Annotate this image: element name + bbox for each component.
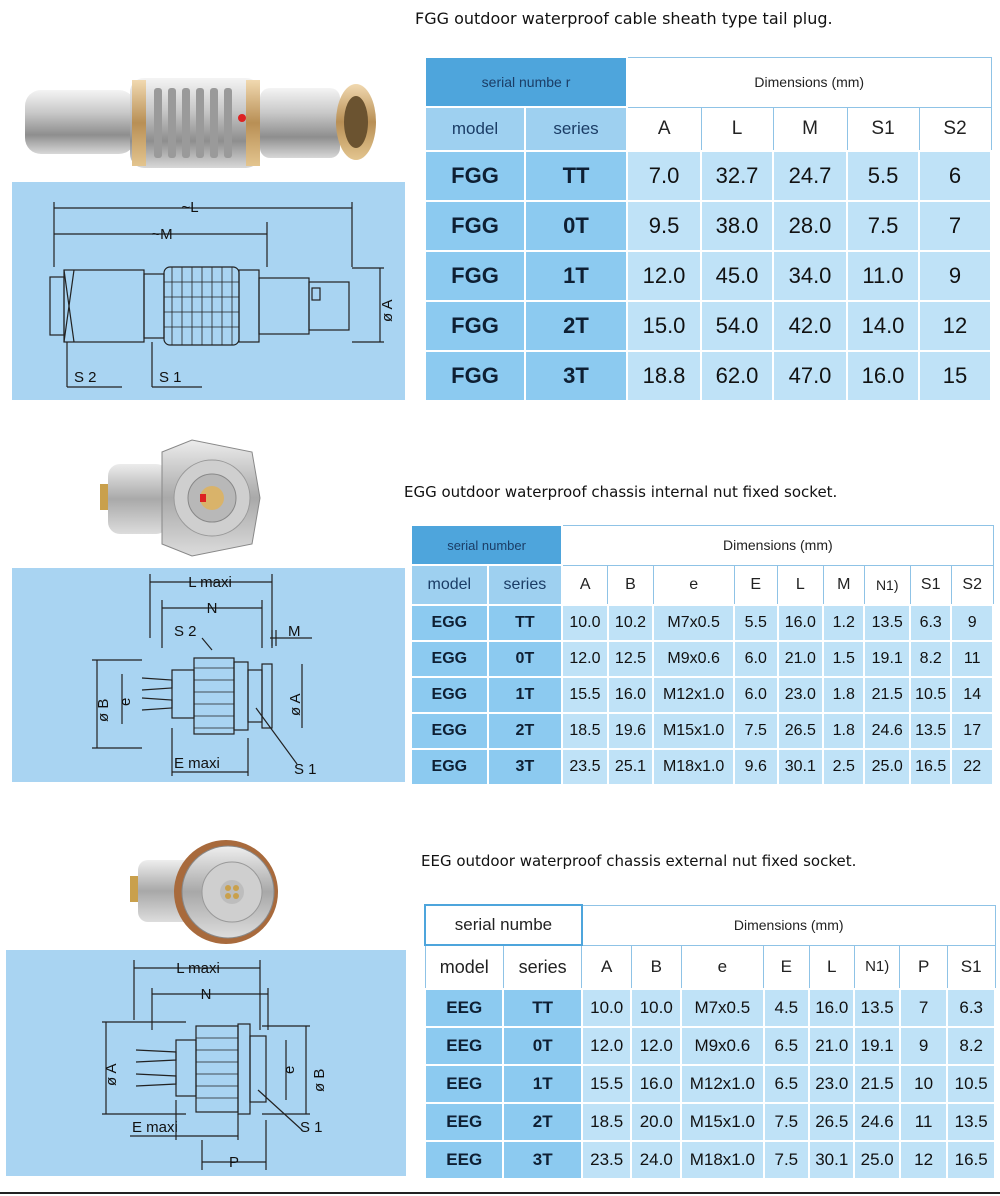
table-cell: 9 [919, 251, 991, 301]
table-cell: 9.6 [734, 749, 777, 785]
table-cell: 4.5 [764, 989, 809, 1027]
eeg-label-B: ø B [311, 1068, 328, 1092]
eeg-col-L: L [809, 945, 854, 989]
table-cell: M15x1.0 [681, 1103, 764, 1141]
eeg-col-E: E [764, 945, 809, 989]
table-cell: FGG [425, 251, 525, 301]
table-cell: 1.8 [823, 713, 864, 749]
table-cell: 11 [900, 1103, 947, 1141]
table-cell: TT [488, 605, 563, 641]
table-cell: 15.5 [562, 677, 608, 713]
eeg-label-P: P [228, 1154, 240, 1171]
egg-col-E: E [734, 565, 777, 605]
table-cell: 5.5 [734, 605, 777, 641]
table-cell: 30.1 [809, 1141, 854, 1179]
table-cell: 2.5 [823, 749, 864, 785]
eeg-socket-photo [128, 836, 278, 948]
table-cell: M9x0.6 [681, 1027, 764, 1065]
eeg-label-lmaxi: L maxi [176, 960, 220, 977]
table-cell: 1T [503, 1065, 581, 1103]
table-cell: 6 [919, 151, 991, 201]
table-cell: 24.6 [864, 713, 910, 749]
table-cell: M12x1.0 [653, 677, 734, 713]
table-row [425, 1065, 995, 1103]
eeg-header-model: model [425, 945, 503, 989]
table-cell: 8.2 [947, 1027, 995, 1065]
table-cell: 1.2 [823, 605, 864, 641]
table-cell: 17 [951, 713, 993, 749]
eeg-col-A: A [582, 945, 632, 989]
table-cell: EGG [411, 749, 488, 785]
egg-label-B: ø B [95, 698, 112, 722]
table-row [425, 1027, 995, 1065]
eeg-title: EEG outdoor waterproof chassis external nut fixed socket. [421, 852, 857, 870]
table-cell: 21.0 [809, 1027, 854, 1065]
table-cell: 26.5 [809, 1103, 854, 1141]
table-cell: 12 [919, 301, 991, 351]
fgg-header-series: series [525, 107, 627, 151]
table-cell: 10.0 [562, 605, 608, 641]
egg-col-M: M [823, 565, 864, 605]
table-cell: 21.5 [854, 1065, 899, 1103]
table-cell: 23.5 [582, 1141, 632, 1179]
egg-dimension-drawing [12, 568, 405, 782]
table-cell: 12.0 [631, 1027, 681, 1065]
eeg-label-A: ø A [103, 1063, 120, 1086]
eeg-col-P: P [900, 945, 947, 989]
table-cell: 25.0 [864, 749, 910, 785]
table-cell: 6.3 [947, 989, 995, 1027]
table-cell: 7.5 [764, 1103, 809, 1141]
egg-label-S1: S 1 [294, 761, 317, 778]
fgg-col-S2: S2 [919, 107, 991, 151]
table-cell: 20.0 [631, 1103, 681, 1141]
table-cell: 16.0 [847, 351, 919, 401]
table-cell: 16.5 [910, 749, 951, 785]
fgg-spec-table [424, 56, 992, 402]
egg-socket-photo [92, 438, 262, 558]
table-cell: 42.0 [773, 301, 847, 351]
table-cell: 11 [951, 641, 993, 677]
egg-label-e: e [117, 697, 134, 706]
table-cell: 0T [503, 1027, 581, 1065]
table-cell: 7.5 [764, 1141, 809, 1179]
table-cell: M15x1.0 [653, 713, 734, 749]
table-cell: 25.1 [608, 749, 654, 785]
eeg-col-B: B [631, 945, 681, 989]
table-row [411, 749, 993, 785]
table-row [411, 677, 993, 713]
table-row [425, 989, 995, 1027]
fgg-label-M: ~M [151, 226, 173, 243]
table-cell: 6.0 [734, 641, 777, 677]
table-cell: 1T [488, 677, 563, 713]
table-cell: M12x1.0 [681, 1065, 764, 1103]
table-cell: 10 [900, 1065, 947, 1103]
table-cell: 10.0 [582, 989, 632, 1027]
egg-label-M: M [288, 623, 301, 640]
table-cell: 62.0 [701, 351, 773, 401]
table-row [425, 151, 991, 201]
table-cell: 21.5 [864, 677, 910, 713]
table-cell: TT [503, 989, 581, 1027]
table-cell: TT [525, 151, 627, 201]
table-cell: EEG [425, 1065, 503, 1103]
table-cell: 38.0 [701, 201, 773, 251]
table-cell: 10.5 [947, 1065, 995, 1103]
table-cell: EGG [411, 713, 488, 749]
fgg-col-S1: S1 [847, 107, 919, 151]
table-cell: EEG [425, 1027, 503, 1065]
table-cell: 12.0 [582, 1027, 632, 1065]
egg-label-A: ø A [287, 693, 304, 716]
table-row [425, 1103, 995, 1141]
egg-col-L: L [778, 565, 824, 605]
egg-col-N: N1) [864, 565, 910, 605]
table-cell: 16.0 [608, 677, 654, 713]
egg-label-emaxi: E maxi [174, 755, 220, 772]
table-cell: 24.0 [631, 1141, 681, 1179]
table-cell: EGG [411, 641, 488, 677]
egg-title: EGG outdoor waterproof chassis internal nut fixed socket. [404, 483, 838, 501]
egg-col-B: B [608, 565, 654, 605]
egg-label-lmaxi: L maxi [188, 574, 232, 591]
table-cell: 10.5 [910, 677, 951, 713]
table-cell: 1.5 [823, 641, 864, 677]
egg-col-A: A [562, 565, 608, 605]
table-cell: M7x0.5 [681, 989, 764, 1027]
eeg-col-S1: S1 [947, 945, 995, 989]
table-cell: FGG [425, 351, 525, 401]
fgg-label-S2: S 2 [74, 369, 97, 386]
table-cell: 26.5 [778, 713, 824, 749]
table-row [425, 201, 991, 251]
table-cell: 18.8 [627, 351, 701, 401]
table-cell: 3T [503, 1141, 581, 1179]
fgg-label-L: ~L [181, 199, 199, 216]
table-cell: FGG [425, 151, 525, 201]
table-cell: 23.5 [562, 749, 608, 785]
table-cell: 0T [525, 201, 627, 251]
egg-label-S2: S 2 [174, 623, 197, 640]
egg-col-S2: S2 [951, 565, 993, 605]
egg-header-model: model [411, 565, 488, 605]
fgg-col-M: M [773, 107, 847, 151]
table-cell: 15 [919, 351, 991, 401]
table-row [411, 713, 993, 749]
egg-header-series: series [488, 565, 563, 605]
fgg-label-S1: S 1 [159, 369, 182, 386]
table-cell: 18.5 [562, 713, 608, 749]
eeg-label-emaxi: E maxi [132, 1119, 178, 1136]
table-cell: 14 [951, 677, 993, 713]
table-cell: 25.0 [854, 1141, 899, 1179]
table-cell: 15.5 [582, 1065, 632, 1103]
table-cell: EEG [425, 1103, 503, 1141]
table-cell: 28.0 [773, 201, 847, 251]
table-cell: 12.0 [627, 251, 701, 301]
table-cell: 10.2 [608, 605, 654, 641]
table-cell: 7.5 [734, 713, 777, 749]
table-cell: 11.0 [847, 251, 919, 301]
table-cell: FGG [425, 301, 525, 351]
table-cell: 7.0 [627, 151, 701, 201]
table-cell: EEG [425, 1141, 503, 1179]
table-cell: 7 [919, 201, 991, 251]
table-cell: 16.0 [809, 989, 854, 1027]
table-cell: 6.5 [764, 1027, 809, 1065]
table-cell: 6.5 [764, 1065, 809, 1103]
table-row [425, 1141, 995, 1179]
eeg-spec-table [424, 904, 996, 1180]
table-cell: 19.1 [854, 1027, 899, 1065]
table-cell: 0T [488, 641, 563, 677]
eeg-dimension-drawing [6, 950, 406, 1176]
table-cell: FGG [425, 201, 525, 251]
eeg-label-S1: S 1 [300, 1119, 323, 1136]
table-cell: 13.5 [864, 605, 910, 641]
table-cell: 14.0 [847, 301, 919, 351]
page-bottom-border [0, 1192, 1000, 1194]
table-row [425, 251, 991, 301]
fgg-dimension-drawing [12, 182, 405, 400]
table-cell: 18.5 [582, 1103, 632, 1141]
table-cell: 16.0 [778, 605, 824, 641]
table-cell: 34.0 [773, 251, 847, 301]
eeg-header-dimensions: Dimensions (mm) [582, 905, 995, 945]
eeg-header-series: series [503, 945, 581, 989]
table-cell: EGG [411, 605, 488, 641]
table-cell: M9x0.6 [653, 641, 734, 677]
eeg-label-e: e [281, 1065, 298, 1074]
table-cell: 2T [525, 301, 627, 351]
table-cell: 7 [900, 989, 947, 1027]
table-cell: 12 [900, 1141, 947, 1179]
eeg-header-serial: serial numbe [425, 905, 582, 945]
fgg-plug-photo [20, 68, 380, 178]
table-cell: 2T [488, 713, 563, 749]
table-cell: 13.5 [854, 989, 899, 1027]
table-row [411, 641, 993, 677]
table-cell: 3T [488, 749, 563, 785]
egg-col-S1: S1 [910, 565, 951, 605]
table-cell: 30.1 [778, 749, 824, 785]
table-cell: 54.0 [701, 301, 773, 351]
table-cell: 10.0 [631, 989, 681, 1027]
table-cell: M18x1.0 [681, 1141, 764, 1179]
table-cell: 7.5 [847, 201, 919, 251]
fgg-header-serial: serial numbe r [425, 57, 627, 107]
eeg-label-N: N [200, 986, 212, 1003]
table-cell: 32.7 [701, 151, 773, 201]
table-cell: EGG [411, 677, 488, 713]
fgg-label-A: ø A [379, 299, 396, 322]
table-cell: 24.7 [773, 151, 847, 201]
table-cell: 13.5 [910, 713, 951, 749]
table-cell: M7x0.5 [653, 605, 734, 641]
table-cell: 12.0 [562, 641, 608, 677]
egg-header-serial: serial number [411, 525, 562, 565]
table-cell: 19.6 [608, 713, 654, 749]
table-cell: 9.5 [627, 201, 701, 251]
table-row [425, 301, 991, 351]
table-cell: 6.0 [734, 677, 777, 713]
fgg-col-L: L [701, 107, 773, 151]
table-cell: 23.0 [778, 677, 824, 713]
table-cell: 47.0 [773, 351, 847, 401]
table-cell: 12.5 [608, 641, 654, 677]
table-cell: 16.0 [631, 1065, 681, 1103]
table-cell: 16.5 [947, 1141, 995, 1179]
table-cell: 3T [525, 351, 627, 401]
table-cell: 24.6 [854, 1103, 899, 1141]
egg-header-dimensions: Dimensions (mm) [562, 525, 993, 565]
table-cell: 15.0 [627, 301, 701, 351]
table-cell: 19.1 [864, 641, 910, 677]
table-cell: EEG [425, 989, 503, 1027]
table-cell: 2T [503, 1103, 581, 1141]
eeg-col-e: e [681, 945, 764, 989]
table-cell: 13.5 [947, 1103, 995, 1141]
table-cell: 5.5 [847, 151, 919, 201]
table-cell: 23.0 [809, 1065, 854, 1103]
table-cell: 6.3 [910, 605, 951, 641]
egg-spec-table [410, 524, 994, 786]
egg-col-e: e [653, 565, 734, 605]
fgg-col-A: A [627, 107, 701, 151]
table-cell: 1.8 [823, 677, 864, 713]
table-cell: 1T [525, 251, 627, 301]
fgg-header-model: model [425, 107, 525, 151]
table-cell: 8.2 [910, 641, 951, 677]
table-cell: 9 [951, 605, 993, 641]
table-cell: M18x1.0 [653, 749, 734, 785]
table-cell: 21.0 [778, 641, 824, 677]
table-cell: 45.0 [701, 251, 773, 301]
fgg-title: FGG outdoor waterproof cable sheath type tail plug. [415, 9, 833, 28]
table-cell: 22 [951, 749, 993, 785]
table-row [425, 351, 991, 401]
egg-label-N: N [206, 600, 218, 617]
table-cell: 9 [900, 1027, 947, 1065]
table-row [411, 605, 993, 641]
eeg-col-N: N1) [854, 945, 899, 989]
fgg-header-dimensions: Dimensions (mm) [627, 57, 991, 107]
